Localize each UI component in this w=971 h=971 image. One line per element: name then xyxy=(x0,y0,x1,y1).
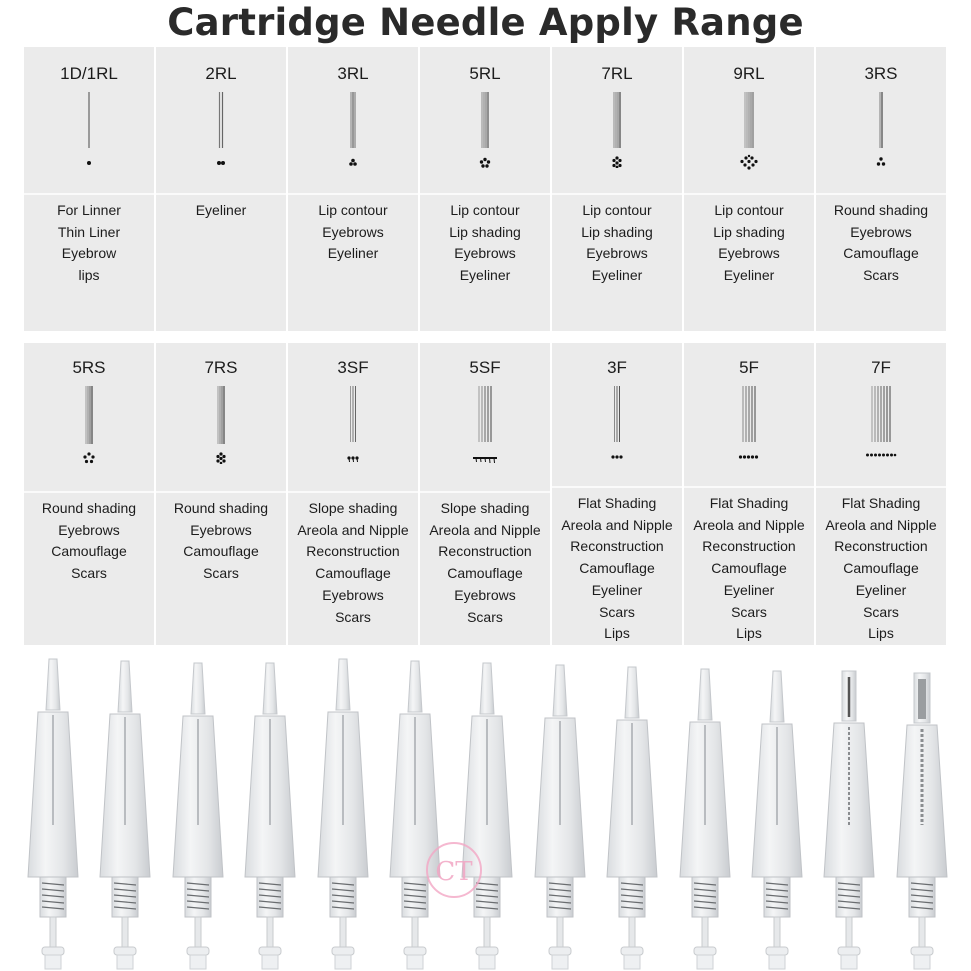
use-item: Lips xyxy=(736,625,762,642)
use-item: Eyebrows xyxy=(718,245,780,262)
use-item: Lip contour xyxy=(318,202,388,218)
use-item: Eyebrows xyxy=(58,521,120,538)
use-item: Eyeliner xyxy=(459,267,511,284)
cartridge-round-icon xyxy=(599,655,665,971)
use-item: Camouflage xyxy=(183,543,259,560)
needle-diagram-icon xyxy=(552,384,682,464)
cartridge-round-icon xyxy=(310,655,376,971)
use-item: Eyebrows xyxy=(586,245,648,262)
needle-diagram-icon xyxy=(156,90,286,168)
use-item: Reconstruction xyxy=(570,538,664,555)
needle-diagram-icon xyxy=(684,90,814,170)
use-item: Scars xyxy=(863,603,899,620)
needle-diagram-icon xyxy=(24,90,154,168)
use-item: Flat Shading xyxy=(577,495,657,512)
needle-card xyxy=(156,343,286,645)
use-item: lips xyxy=(78,267,100,284)
use-item: Camouflage xyxy=(579,560,655,577)
use-item: Round shading xyxy=(833,202,929,218)
needle-card xyxy=(420,343,550,645)
use-item: Camouflage xyxy=(843,560,919,577)
needle-diagram-icon xyxy=(816,384,946,464)
use-item: Round shading xyxy=(41,500,137,516)
use-item: Areola and Nipple xyxy=(429,521,541,538)
use-item: Reconstruction xyxy=(438,543,532,560)
use-item: Lip contour xyxy=(450,202,520,218)
needle-code: 5SF xyxy=(469,358,501,377)
cartridge-photo-row xyxy=(20,655,955,971)
cartridge-round-icon xyxy=(527,655,593,971)
needle-diagram-icon xyxy=(420,384,550,464)
use-item: Eyeliner xyxy=(723,581,775,598)
use-item: Lips xyxy=(868,625,894,642)
use-item: Eyebrows xyxy=(322,586,384,603)
use-item: Areola and Nipple xyxy=(825,516,937,533)
use-item: Lip shading xyxy=(449,223,521,240)
needle-code: 3RS xyxy=(864,64,898,83)
use-item: Scars xyxy=(467,608,503,625)
needle-card xyxy=(552,47,682,331)
cartridge-round-icon xyxy=(454,655,520,971)
use-item: Eyeliner xyxy=(591,267,643,284)
use-item: Areola and Nipple xyxy=(297,521,409,538)
use-item: Scars xyxy=(863,267,899,284)
needle-diagram-icon xyxy=(552,90,682,168)
use-item: Eyebrows xyxy=(454,586,516,603)
use-item: Areola and Nipple xyxy=(561,516,673,533)
use-item: Eyebrows xyxy=(322,223,384,240)
use-item: Eyeliner xyxy=(591,581,643,598)
cartridge-round-icon xyxy=(672,655,738,971)
needle-code: 5F xyxy=(739,358,759,377)
needle-code: 3RL xyxy=(337,64,369,83)
use-item: Slope shading xyxy=(308,500,398,516)
use-item: Eyeliner xyxy=(327,245,379,262)
use-item: Reconstruction xyxy=(702,538,796,555)
use-item: Lips xyxy=(604,625,630,642)
use-item: Flat Shading xyxy=(709,495,789,512)
use-item: Thin Liner xyxy=(57,223,121,240)
page-title: Cartridge Needle Apply Range xyxy=(167,1,804,44)
use-item: Eyeliner xyxy=(195,202,247,218)
needle-code: 5RL xyxy=(469,64,501,83)
use-item: Eyebrow xyxy=(61,245,117,262)
needle-code: 7RS xyxy=(204,358,238,377)
use-item: Reconstruction xyxy=(306,543,400,560)
use-item: Lip shading xyxy=(581,223,653,240)
needle-code: 1D/1RL xyxy=(60,64,118,83)
needle-grid-row-2 xyxy=(24,343,946,645)
watermark-text: CT xyxy=(435,857,473,887)
cartridge-flat-icon xyxy=(889,655,955,971)
use-item: Reconstruction xyxy=(834,538,928,555)
brand-watermark-logo xyxy=(424,840,484,900)
use-item: Scars xyxy=(731,603,767,620)
use-item: Scars xyxy=(203,565,239,582)
needle-code: 9RL xyxy=(733,64,765,83)
needle-diagram-icon xyxy=(816,90,946,168)
use-item: Camouflage xyxy=(51,543,127,560)
needle-code: 3SF xyxy=(337,358,369,377)
use-item: Eyebrows xyxy=(190,521,252,538)
use-item: Scars xyxy=(71,565,107,582)
cartridge-round-icon xyxy=(744,655,810,971)
cartridge-round-icon xyxy=(165,655,231,971)
needle-card xyxy=(24,343,154,645)
cartridge-round-icon xyxy=(92,655,158,971)
use-item: Eyeliner xyxy=(855,581,907,598)
needle-diagram-icon xyxy=(684,384,814,464)
needle-card xyxy=(684,47,814,331)
needle-diagram-icon xyxy=(24,384,154,464)
needle-diagram-icon xyxy=(420,90,550,168)
use-item: Slope shading xyxy=(440,500,530,516)
use-item: Scars xyxy=(599,603,635,620)
use-item: For Linner xyxy=(57,202,121,218)
needle-card xyxy=(552,343,682,645)
use-item: Eyeliner xyxy=(723,267,775,284)
use-item: Camouflage xyxy=(447,565,523,582)
cartridge-round-icon xyxy=(382,655,448,971)
needle-code: 7RL xyxy=(601,64,633,83)
use-item: Camouflage xyxy=(315,565,391,582)
needle-card xyxy=(288,343,418,645)
use-item: Lip contour xyxy=(582,202,652,218)
use-item: Lip contour xyxy=(714,202,784,218)
needle-code: 3F xyxy=(607,358,627,377)
use-item: Lip shading xyxy=(713,223,785,240)
use-item: Flat Shading xyxy=(841,495,921,512)
use-item: Eyebrows xyxy=(850,223,912,240)
use-item: Eyebrows xyxy=(454,245,516,262)
needle-card xyxy=(24,47,154,331)
needle-card xyxy=(816,343,946,645)
needle-card xyxy=(816,47,946,331)
use-item: Scars xyxy=(335,608,371,625)
needle-code: 5RS xyxy=(72,358,106,377)
cartridge-round-icon xyxy=(20,655,86,971)
needle-card xyxy=(420,47,550,331)
cartridge-flat-icon xyxy=(816,655,882,971)
use-item: Camouflage xyxy=(843,245,919,262)
needle-card xyxy=(288,47,418,331)
use-item: Areola and Nipple xyxy=(693,516,805,533)
use-item: Round shading xyxy=(173,500,269,516)
needle-card xyxy=(684,343,814,645)
needle-diagram-icon xyxy=(288,384,418,464)
needle-code: 7F xyxy=(871,358,891,377)
needle-code: 2RL xyxy=(205,64,237,83)
needle-card xyxy=(156,47,286,331)
needle-diagram-icon xyxy=(156,384,286,464)
needle-diagram-icon xyxy=(288,90,418,168)
cartridge-round-icon xyxy=(237,655,303,971)
needle-grid-row-1 xyxy=(24,47,946,331)
use-item: Camouflage xyxy=(711,560,787,577)
